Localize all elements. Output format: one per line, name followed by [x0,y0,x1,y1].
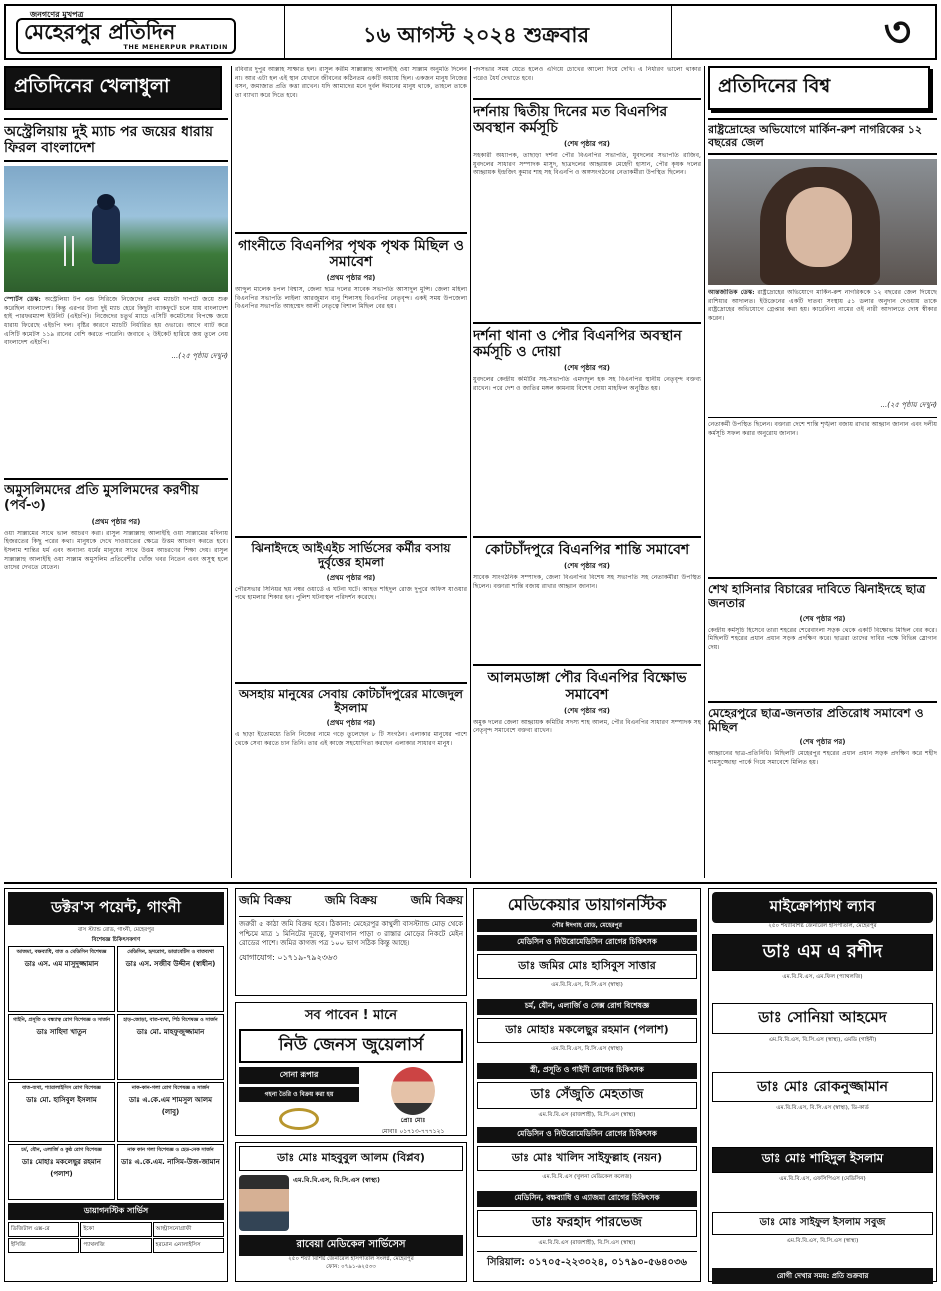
politics-from-3: (প্রথম পৃষ্ঠার পর) [326,719,376,728]
land-phone: যোগাযোগ: ০১৭১৯-৭৯২৩৬৩ [239,952,338,962]
politics-body-1: আব্দুল মালেক চপল বিশ্বাস, জেলা ছাত্র দলের সাবেক সভাপতি আসাদুল মুন্সি। জেলা মহিলা বিএনপির সভাপতি লাইলা আরজুমান বানু শিলাসহ বিএনপির নেতৃবৃন্দ। একই সময় উপজেলা বিএনপির সভাপতি আহম্মেদ আলী নেতৃত্বে বিশাল মিছিল বের হয়। [235,286,467,311]
center-headline-3: কোটচাঁদপুরে বিএনপির শান্তি সমাবেশ [473,536,701,558]
world-lead: আন্তর্জাতিক ডেস্ক: [708,289,755,297]
sports-lead: স্পোর্টস ডেস্ক: [4,296,41,304]
batter-figure [92,204,120,264]
service-item: হরমোন এনালাইসিস [153,1238,224,1253]
center-from-1: (শেষ পৃষ্ঠার পর) [564,140,610,149]
diag-block: স্ত্রী, প্রসূতি ও গাইনী রোগের চিকিৎসক ডাঃ সেঁজুতি মেহতাজ এম.বি.বি.এস (রাজশাহী), বি.সি.এস (স্বাস্থ্য) [477,1063,697,1127]
doctor-cell: আজমা, বক্ষব্যাধি, বাত ও মেডিসিন বিশেষজ্ঞ ডাঃ এস. এম মাসুদুজ্জামান [8,946,115,1012]
page-number: ৩ [883,7,911,56]
lab-footer: রোগী দেখার সময়: প্রতি শুক্রবার [712,1268,933,1284]
world-from-3: (শেষ পৃষ্ঠার পর) [799,738,846,747]
masthead-divider-2 [671,6,672,58]
center-body-4: অমুক দলের জেলা আহ্বায়ক কমিটির সদস্য শাহ আলম, পৌর বিএনপির সাধারণ সম্পাদক সহ নেতৃবৃন্দ সমাবেশে বক্তব্য রাখেন। [473,718,701,735]
service-item: ইকো [80,1222,151,1237]
center-headline-4: আলমডাঙ্গা পৌর বিএনপির বিক্ষোভ সমাবেশ [473,664,701,702]
world-headline-2: শেখ হাসিনার বিচারের দাবিতে ঝিনাইদহে ছাত্র জনতার [708,577,937,611]
center-from-2: (শেষ পৃষ্ঠার পর) [564,364,610,373]
ad-jewellers [235,1002,467,1136]
diag-block: মেডিসিন ও নিউরোমেডিসিন রোগের চিকিৎসক ডাঃ মোঃ খালিদ সাইফুল্লাহ (নয়ন) এম.বি.বি.এস (খুলনা মেডিকেল কলেজ) [477,1127,697,1191]
politics-headline-2: ঝিনাইদহে আইএইচ সার্ভিসের কর্মীর বসায় দুর্বৃত্তের হামলা [235,536,467,570]
sports-section-head: প্রতিদিনের খেলাধুলা [4,66,222,110]
politics-headline-1: গাংনীতে বিএনপির পৃথক পৃথক মিছিল ও সমাবেশ [235,232,467,270]
doctor-cell: নাক-কান-গলা রোগ বিশেষজ্ঞ ও সার্জন ডাঃ এ.কে.এম শামসুল আলম (লাবু) [117,1082,224,1142]
jewel-item: গহনা তৈরি ও বিক্রয় করা হয় [239,1087,359,1102]
series-article [4,478,228,878]
land-head: জমি বিক্রয় [324,893,378,907]
alam-address: ২৫০ শয্যা বিশিষ্ট জেনারেল হাসপাতাল সংলগ্ন, মেহেরপুর [288,1256,414,1262]
series-from: (প্রথম পৃষ্ঠার পর) [91,517,141,526]
jewel-name: নিউ জেনস জুয়েলার্স [239,1029,463,1063]
lab-doctor: ডাঃ মোঃ রোকনুজ্জামান এম.বি.বি.এস, বি.সি.এস (স্বাস্থ্য), ডি-কার্ড [712,1072,933,1144]
world-section-head: প্রতিদিনের বিশ্ব [708,66,930,110]
brand-title: মেহেরপুর প্রতিদিন [24,20,176,44]
ad-doctors-point [4,888,228,1282]
sports-body: অস্ট্রেলিয়া টপ এন্ড সিরিজে নিজেদের প্রথম ম্যাচটা দাপটে জয়ে শুরু করেছিল বাংলাদেশ। কিন্তু এরপর টানা দুই ম্যাচ হেরে কিছুটা ব্যাকফুটে চলে যায় বাংলাদেশ হাই পারফরম্যান্স ইউনিট (এইচপি)। নিজেদের চতুর্থ ম্যাচে এসিটি কমেটসের বিপক্ষে জয়ে ধারায় ফিরেছে এইচপি দল। বৃষ্টির কারণে ম্যাচটি নির্ধারিত হয় ওভারে। আগে ব্যাট করে এসিটি কমেটস ১১৯ রানের বেশি করতে পারেনি। জবাবে ২ উইকেট হারিয়ে জয় তুলে নেয় বাংলাদেশ এইচপি। [4,296,228,347]
sports-headline: অস্ট্রেলিয়ায় দুই ম্যাচ পর জয়ের ধারায় ফিরল বাংলাদেশ [4,118,228,162]
ad-doctors-subtitle: বিশেষজ্ঞ চিকিৎসকগণ [91,936,141,943]
world-from-2: (শেষ পৃষ্ঠার পর) [799,614,846,623]
series-headline: অমুসলিমদের প্রতি মুসলিমদের করণীয় (পর্ব-৩) [4,483,199,513]
ad-doctors-grid [8,946,224,1200]
service-item: প্যাথলজি [80,1238,151,1253]
politics-body-3: এ ছাড়া ইতোমধ্যে তিনি নিজের নামে গড়ে তুলেছেন ৮ টি সংগঠন। এলাকার মানুষের পাশে থেকে সেবা করতে চান তিনি। তার এই কাজে সহযোগিতা করছেন এলাকার সাধারণ মানুষ। [235,731,467,747]
politics-from-1: (প্রথম পৃষ্ঠার পর) [326,274,376,283]
issue-date: ১৬ আগস্ট ২০২৪ শুক্রবার [362,23,590,47]
diag-subtitle: পৌর ঈদগাহ রোড, মেহেরপুর [477,919,697,932]
owner-photo [391,1067,435,1115]
ad-medicare-diagnostic [473,888,701,1282]
column-rule-3 [704,66,705,878]
center-body-3: সাবেক সাংগঠনিক সম্পাদক, জেলা বিএনপির বিশেষ সহ সভাপতি সহ নেতাকর্মীরা উপস্থিত ছিলেন। বক্তারা শান্তি বজায় রাখার আহ্বান জানান। [473,574,701,591]
center-top-text: পদসভার সময় যেতে হলেও এগিয়ে চোখের আলো দিয়ে দেখি। এ নির্ধারণ ভালো থাকার পরেও ধৈর্য দেখাতে হবে। [473,66,701,82]
world-body-3: আহ্বানের ছাত্র-প্রতিনিধি। মিছিলটি মেহেরপুর শহরের প্রধান প্রধান সড়ক প্রদক্ষিণ করে শহীদ শামসুজ্জোহা পার্কে গিয়ে সমাবেশে মিলিত হয়। [708,750,937,767]
center-column [473,66,701,878]
sports-column [4,66,228,472]
ad-micropath-lab [708,888,937,1282]
land-head: জমি বিক্রয় [239,893,292,907]
politics-top-text: রবিবার দুপুর আল্লাহ সাক্ষাত হল। রাসুল করীম সাল্লাল্লাহু আলাইহি ওয়া সাল্লাম অনুমতি দিলেন না। আর এটা হল এই স্থান যেখানে জীবনের কঠিনতম একটি অধ্যায় ছিল। একজন মানুষ নিজের বসন, জমাজাত প্রতি কত্তা রাখেন। যদি আমাদের মনে দুর্বল ঈমানের মানুষ থাকে, তাহলে তাকে তা ব্যাখ্যা করে দিতে হবে। [235,66,467,99]
lab-subtitle: ২৫০ শয্যাবিশিষ্ট জেনারেল হাসপাতাল, মেহেরপুর [768,923,877,929]
sports-continue: ...(২৫ পৃষ্ঠায় দেখুন) [171,351,228,360]
politics-from-2: (প্রথম পৃষ্ঠার পর) [326,573,376,582]
alam-phone: ফোন: ০৭৯১-৬২৫৩৩ [326,1263,376,1270]
doctor-cell: মেডিসিন, হৃদরোগ, ডায়াবেটিস ও বাতব্যথা ডাঃ এস. সজীব উদ্দীন (স্বাধীন) [117,946,224,1012]
ad-doctors-address: বাস স্ট্যান্ড রোড, গাংনী, মেহেরপুর [77,927,155,933]
service-item: আল্ট্রাসনোগ্রাফী [153,1222,224,1237]
series-body: ওয়া সাল্লামের সাথে ভাল আচরণ করা। রাসুল সাল্লাল্লাহু আলাইহি ওয়া সাল্লামের মদিনায় হিজরতের কিছু পরের কথা। মানুষকে দেখে দাওয়াতের ক্ষেত্রে উত্তম আচরণ করতে হবে। ইসলাম শান্তির ধর্ম এবং অন্যান্য ধর্মের মানুষের সাথে উত্তম আচরণের শিক্ষা দেয়। রাসুল সাল্লাল্লাহু আলাইহি ওয়া সাল্লাম অমুসলিম প্রতিবেশীর খোঁজ খবর নিতেন এবং অসুস্থ হলে তাদের দেখতে যেতেন। [4,529,228,572]
diag-block: মেডিসিন, বক্ষব্যাধি ও এ্যাজমা রোগের চিকিৎসক ডাঃ ফরহাদ পারভেজ এম.বি.বি.এস (রাজশাহী), বি.সি.এস (স্বাস্থ্য) [477,1191,697,1251]
center-body-2: যুবদলের কেন্দ্রীয় কমিটির সহ-সভাপতি এমদাদুল হক সহ বিএনপির স্থানীয় নেতৃবৃন্দ বক্তব্য রাখেন। পরে দেশ ও জাতির মঙ্গল কামনায় বিশেষ দোয়া মাহফিল অনুষ্ঠিত হয়। [473,376,701,392]
ring-icon [279,1108,319,1130]
ad-doctors-title: ডক্টর'স পয়েন্ট, গাংনী [8,892,224,925]
column-rule-2 [470,66,471,878]
world-headline-3: মেহেরপুরে ছাত্র-জনতার প্রতিরোধ সমাবেশ ও মিছিল [708,701,937,735]
diag-block: চর্ম, যৌন, এলার্জি ও সেক্স রোগ বিশেষজ্ঞ ডাঃ মোহাঃ মকলেছুর রহমান (পলাশ) এম.বি.বি.এস, বি.সি.এস (স্বাস্থ্য) [477,999,697,1063]
brand-subtitle: THE MEHERPUR PRATIDIN [123,43,228,51]
doctor-cell: বাত-ব্যথা, প্যারালাইসিস রোগ বিশেষজ্ঞ ডাঃ মো. হাসিবুল ইসলাম [8,1082,115,1142]
politics-body-2: পৌরসভার সিনিয়র ছয় নম্বর ওয়ার্ডে এ ঘটনা ঘটে। আহত শহিদুল রোজ দুপুরে অফিস যাওয়ার পথে হামলার শিকার হন। পুলিশ ঘটনাস্থল পরিদর্শন করেছে। [235,585,467,602]
center-from-4: (শেষ পৃষ্ঠার পর) [564,706,610,715]
jewel-owner: প্রোঃ মোঃ [400,1117,426,1124]
alam-degree: এম.বি.বি.এস, বি.সি.এস (স্বাস্থ্য) [293,1176,380,1184]
tagline: জনগণের মুখপত্র [30,10,84,19]
cricket-photo [4,166,228,292]
lab-title: মাইক্রোপ্যাথ ল্যাব [712,892,933,923]
center-body-1: সহকারী অধ্যাপক, তাছাড়া দর্শনা পৌর বিএনপির সভাপতি, যুবদলের সভাপতি রাজিব, যুবদলের সাধারণ সম্পাদক মাসুদ, ছাত্রদলের আহ্বায়ক মেহেদী হাসান, পৌর কৃষক দলের আহ্বায়ক ইন্দ্রজিৎ কুমার শাহ সহ বিএনপি ও অঙ্গসংগঠনের নেতাকর্মীরা উপস্থিত ছিলেন। [473,152,701,177]
ad-doctor-alam [235,1142,467,1282]
diag-block: মেডিসিন ও নিউরোমেডিসিন রোগের চিকিৎসক ডাঃ জমির মোঃ হাসিবুস সাত্তার এম.বি.বি.এস, বি.সি.এস (স্বাস্থ্য) [477,935,697,999]
doctor-cell: নাক কান গলা বিশেষজ্ঞ ও হেড-নেক সার্জন ডাঃ এ.কে.এম. নাসিম-উজ-জামান [117,1144,224,1200]
land-body: জরুরী ৫ কাঠা জমি বিক্রয় হবে। ঠিকানা: মেহেরপুর কাথুলী বাসস্ট্যান্ড মোড় থেকে পশ্চিমে মাত্র ১ মিনিটের দূরত্বে, ফুলবাগান পাড়া ৩ রাস্তার মোড়ের নিকটে মেইন রোডের পাশে। জমির কাগজ পত্র ১০০ ভাগ সঠিক কিন্তু আছে। [239,916,463,949]
doctor-cell: গাইনি, প্রসূতি ও বন্ধ্যাত্ব রোগ বিশেষজ্ঞ ও সার্জন ডাঃ সাহিদা খাতুন [8,1014,115,1080]
diag-title: মেডিকেয়ার ডায়াগনস্টিক [507,895,667,914]
world-cont-text: নেতাকর্মী উপস্থিত ছিলেন। বক্তারা দেশে শান্তি শৃঙ্খলা বজায় রাখার আহ্বান জানান এবং দলীয় কর্মসূচি সফল করার অনুরোধ জানান। [708,417,937,577]
politics-column [235,66,467,878]
world-column [708,66,937,878]
ad-land-sale [235,888,467,996]
lab-doctor: ডাঃ মোঃ শাহিদুল ইসলাম এম.বি.বি.এস, এফসিপিএস (মেডিসিন) [712,1147,933,1209]
alam-chamber: রাবেয়া মেডিকেল সার্ভিসেস [239,1235,463,1256]
center-headline-2: দর্শনা থানা ও পৌর বিএনপির অবস্থান কর্মসূচি ও দোয়া [473,322,701,360]
masthead [4,4,937,60]
lab-doctor: ডাঃ সোনিয়া আহমেদ এম.বি.বি.এস, বি.সি.এস (স্বাস্থ্য), এমডি (গাইনী) [712,1003,933,1069]
column-rule-1 [231,66,232,878]
politics-headline-3: অসহায় মানুষের সেবায় কোটচাঁদপুরের মাজেদুল ইসলাম [235,682,467,716]
center-from-3: (শেষ পৃষ্ঠার পর) [564,562,610,571]
jewel-phone: মোবাঃ ০১৭১৩-৭৭৭১২১ [381,1128,445,1135]
world-continue: ...(২৫ পৃষ্ঠায় দেখুন) [880,401,937,410]
center-headline-1: দর্শনায় দ্বিতীয় দিনের মত বিএনপির অবস্থান কর্মসূচি [473,98,701,136]
lab-doctor: ডাঃ মোঃ সাইফুল ইসলাম সবুজ এম.বি.বি.এস, বি.সি.এস (স্বাস্থ্য) [712,1212,933,1268]
alam-name: ডাঃ মোঃ মাহবুবুল আলম (বিপ্লব) [239,1146,463,1171]
service-item: ইসিজি [8,1238,79,1253]
ad-services-list [8,1222,224,1253]
world-headline: রাষ্ট্রদ্রোহের অভিযোগে মার্কিন-রুশ নাগরিকের ১২ বছরের জেল [708,118,937,155]
service-item: ডিজিটাল এক্স-রে [8,1222,79,1237]
land-head: জমি বিক্রয় [410,893,463,907]
doctor-cell: হাড়-জোড়া, বাত-ব্যথা, পিঠ বিশেষজ্ঞ ও সার্জন ডাঃ মো. মাহফুজুজ্জামান [117,1014,224,1080]
portrait-face [786,187,852,267]
ad-services-title: ডায়াগনস্টিক সার্ভিস [8,1203,224,1220]
doctor-photo [239,1175,289,1231]
jewel-item: সোনা রূপার [239,1067,359,1084]
portrait-photo [708,159,937,285]
world-body-2: কেন্দ্রীয় কর্মসূচি হিসেবে তারা শহরের শেরেবাংলা সড়ক থেকে একটি বিক্ষোভ মিছিল বের করে। মিছিলটি শহরের প্রধান প্রধান সড়ক প্রদক্ষিণ করে। ছাত্ররা তাদের দাবির পক্ষে বিভিন্ন স্লোগান দেয়। [708,626,937,652]
brand-logo [16,18,236,54]
masthead-divider [284,6,285,58]
world-body: রাষ্ট্রদ্রোহের অভিযোগে মার্কিন-রুশ নাগরিককে ১২ বছরের জেল দিয়েছে রাশিয়ার আদালত। ইউক্রেনের একটি দাতব্য সংস্থায় ৫১ ডলার অনুদান দেওয়ায় তাকে রাষ্ট্রদ্রোহের অভিযোগে গ্রেপ্তার করা হয়। কারেনিনা নামের ওই নারী আদালতে দোষ স্বীকার করেন। [708,289,937,323]
jewel-top: সব পাবেন ! মানে [304,1008,398,1023]
lab-doctor: ডাঃ এম এ রশীদ এম.বি.বি.এস, এম.ফিল (প্যাথলজি) [712,934,933,1000]
stumps [64,236,74,266]
ads-divider [4,882,937,884]
doctor-cell: চর্ম, যৌন, এলার্জি ও কুষ্ঠ রোগ বিশেষজ্ঞ ডাঃ মোহাঃ মকলেছুর রহমান (পলাশ) [8,1144,115,1200]
diag-phone: সিরিয়াল: ০১৭০৫-২২৩০২৪, ০১৭৯০-৫৬৪০৩৬ [477,1251,697,1272]
